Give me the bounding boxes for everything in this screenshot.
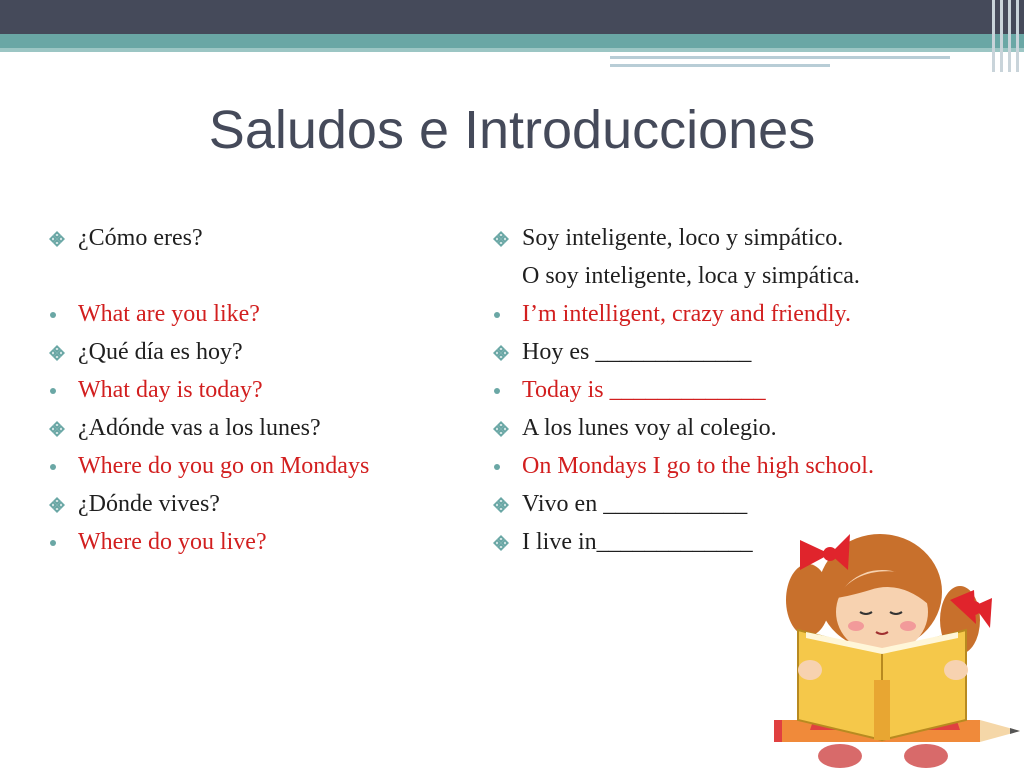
header-teal-thin-band bbox=[0, 48, 1024, 52]
list-item-answer bbox=[492, 371, 992, 409]
header-teal-band bbox=[0, 34, 1024, 48]
list-item-question bbox=[492, 409, 992, 447]
dot-bullet-icon bbox=[494, 464, 500, 470]
list-item-answer bbox=[492, 295, 992, 333]
list-item-question bbox=[48, 333, 468, 371]
diamond-bullet-icon bbox=[48, 344, 66, 362]
list-spacer bbox=[48, 257, 468, 295]
list-item-text: What are you like? bbox=[78, 301, 260, 327]
header-deco-bar bbox=[1000, 0, 1003, 72]
dot-bullet-icon bbox=[50, 540, 56, 546]
list-item-text: ¿Cómo eres? bbox=[78, 225, 203, 251]
list-item-text: On Mondays I go to the high school. bbox=[522, 453, 874, 479]
dot-bullet-icon bbox=[50, 464, 56, 470]
right-column-list bbox=[492, 219, 992, 561]
list-item-question bbox=[492, 485, 992, 523]
list-item-text: ¿Qué día es hoy? bbox=[78, 339, 243, 365]
header-deco-line bbox=[610, 64, 830, 67]
list-item-text: Vivo en ____________ bbox=[522, 491, 748, 517]
list-item-text: O soy inteligente, loca y simpática. bbox=[522, 263, 860, 289]
list-item-text: Today is _____________ bbox=[522, 377, 766, 403]
diamond-bullet-icon bbox=[492, 496, 510, 514]
list-item-question bbox=[492, 333, 992, 371]
list-item-text: Where do you go on Mondays bbox=[78, 453, 370, 479]
list-item-continuation bbox=[492, 257, 992, 295]
header-deco-bar bbox=[1016, 0, 1019, 72]
list-item-answer bbox=[492, 447, 992, 485]
list-item-text: Soy inteligente, loco y simpático. bbox=[522, 225, 844, 251]
list-item-answer bbox=[48, 447, 468, 485]
diamond-bullet-icon bbox=[492, 420, 510, 438]
diamond-bullet-icon bbox=[48, 230, 66, 248]
list-item-text: ¿Dónde vives? bbox=[78, 491, 220, 517]
list-item-text: I’m intelligent, crazy and friendly. bbox=[522, 301, 851, 327]
list-item-text: Where do you live? bbox=[78, 529, 267, 555]
header-deco-line bbox=[610, 56, 950, 59]
girl-reading-book-illustration bbox=[770, 520, 1024, 768]
list-item-text: A los lunes voy al colegio. bbox=[522, 415, 777, 441]
diamond-bullet-icon bbox=[48, 496, 66, 514]
dot-bullet-icon bbox=[494, 312, 500, 318]
list-item-question bbox=[48, 219, 468, 257]
diamond-bullet-icon bbox=[48, 420, 66, 438]
dot-bullet-icon bbox=[50, 388, 56, 394]
header-deco-bar bbox=[1008, 0, 1011, 72]
list-item-answer bbox=[48, 371, 468, 409]
left-column-list bbox=[48, 219, 468, 561]
list-item-answer bbox=[48, 523, 468, 561]
list-item-text: I live in_____________ bbox=[522, 529, 753, 555]
dot-bullet-icon bbox=[494, 388, 500, 394]
header-dark-band bbox=[0, 0, 1024, 34]
slide-title: Saludos e Introducciones bbox=[208, 100, 816, 160]
list-item-question bbox=[48, 409, 468, 447]
list-item-text: Hoy es _____________ bbox=[522, 339, 752, 365]
diamond-bullet-icon bbox=[492, 534, 510, 552]
list-item-question bbox=[48, 485, 468, 523]
list-item-text: ¿Adónde vas a los lunes? bbox=[78, 415, 321, 441]
diamond-bullet-icon bbox=[492, 344, 510, 362]
list-item-text: What day is today? bbox=[78, 377, 263, 403]
diamond-bullet-icon bbox=[492, 230, 510, 248]
header-deco-bar bbox=[992, 0, 995, 72]
list-item-question bbox=[492, 219, 992, 257]
dot-bullet-icon bbox=[50, 312, 56, 318]
list-item-answer bbox=[48, 295, 468, 333]
